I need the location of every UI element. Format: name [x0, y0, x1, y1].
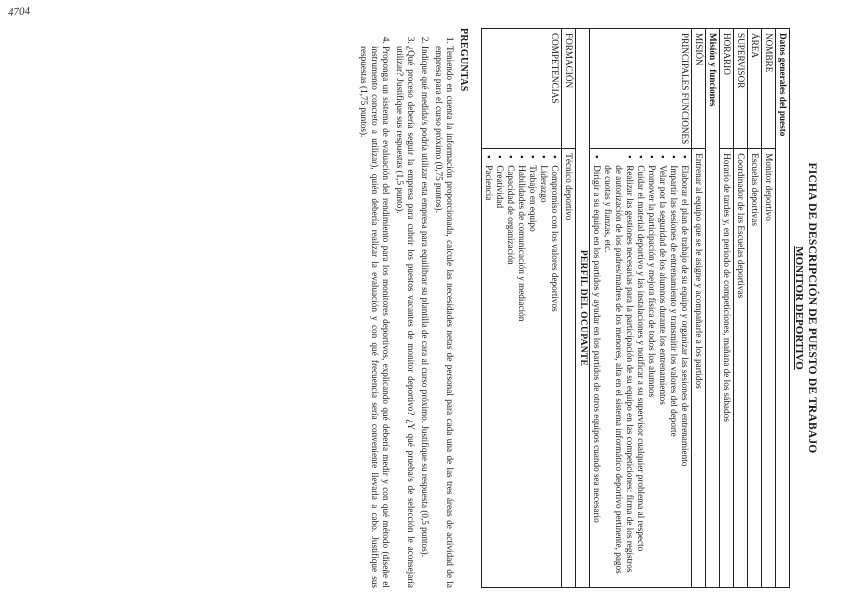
field-label-funciones: PRINCIPALES FUNCIONES	[590, 29, 692, 149]
list-item: ▪ Compromiso con los valores deportivos	[549, 165, 560, 583]
field-label-mision: MISIÓN	[692, 29, 706, 149]
list-item: ▪ Velar por la seguridad de los alumnos durante los entrenamientos	[657, 165, 668, 583]
question-item: 2. Indique qué medida/s podría utilizar esta empresa para equilibrar su plantilla de cara al curso próximo. Justifique su respuesta (0,5 puntos).	[419, 46, 430, 588]
field-label-competencias: COMPETENCIAS	[482, 29, 562, 149]
list-item: ▪ Realizar las gestiones necesarias para la participación de su equipo en las competiciones: firma de los registros de autorización de los padres/madres de los menores, alta en el sistema informático deportivo pertinente, pagos de cuotas y fianzas, etc.	[602, 165, 635, 583]
table-row	[562, 29, 576, 588]
field-value-nombre: Monitor deportivo	[762, 149, 776, 588]
field-label-supervisor: SUPERVISOR	[734, 29, 748, 149]
list-item: ▪ Dirigir a su equipo en los partidos y ayudar en los partidos de otros equipos cuando sea necesario	[591, 165, 602, 583]
questions-list	[358, 28, 455, 588]
field-value-mision: Entrenar al equipo que se le asigne y acompañarle a los partidos	[692, 149, 706, 588]
competencies-list	[483, 153, 560, 583]
table-row	[734, 29, 748, 588]
table-row	[748, 29, 762, 588]
list-item: ▪ Liderazgo	[538, 165, 549, 583]
list-item: ▪ Elaborar el plan de trabajo de su equipo y organizar las sesiones de entrenamiento	[679, 165, 690, 583]
document-content	[355, 28, 818, 588]
question-item: 4. Proponga un sistema de evaluación del rendimiento para los monitores deportivos, explicando qué debería medir y con qué método (diseñe el instrumento concreto a utilizar), quién debería realizar la evaluación y con qué frecuencia sería conveniente llevarla a cabo. Justifique sus respuestas (1,75 puntos).	[358, 46, 391, 588]
table-row	[762, 29, 776, 588]
questions-heading: PREGUNTAS	[458, 28, 469, 92]
section-perfil-ocupante: PERFIL DEL OCUPANTE	[576, 29, 590, 588]
document-subtitle: MONITOR DEPORTIVO	[793, 246, 805, 370]
field-label-horario: HORARIO	[720, 29, 734, 149]
field-label-formacion: FORMACIÓN	[562, 29, 576, 149]
list-item: ▪ Capacidad de organización	[505, 165, 516, 583]
question-item: 3. ¿Qué proceso debería seguir la empresa para cubrir los puestos vacantes de monitor deportivo? ¿Y qué prueba/s de selección le aconsejaría utilizar? Justifique sus respuestas (1,5 punto).	[394, 46, 416, 588]
document-title: FICHA DE DESCRIPCIÓN DE PUESTO DE TRABAJO	[806, 162, 818, 454]
table-row	[590, 29, 692, 588]
list-item: ▪ Trabajo en equipo	[527, 165, 538, 583]
table-row	[692, 29, 706, 588]
section-datos-generales: Datos generales del puesto	[776, 29, 790, 588]
field-value-funciones	[590, 149, 692, 588]
field-value-formacion: Técnico deportivo	[562, 149, 576, 588]
field-value-competencias	[482, 149, 562, 588]
field-value-supervisor: Coordinador de las Escuelas deportivas	[734, 149, 748, 588]
functions-list	[591, 153, 690, 583]
list-item: ▪ Promover la participación y mejora física de todos los alumnos	[646, 165, 657, 583]
list-item: ▪ Impartir las sesiones de entrenamiento y transmitir los valores del deporte	[668, 165, 679, 583]
list-item: ▪ Paciencia	[483, 165, 494, 583]
field-label-nombre: NOMBRE	[762, 29, 776, 149]
list-item: ▪ Cuidar el material deportivo y las instalaciones y notificar a su supervisor cualquier problema al respecto	[635, 165, 646, 583]
handwritten-page-number: 4704	[7, 5, 31, 19]
job-description-table	[481, 28, 790, 588]
field-value-horario: Horario de tardes y, en periodo de competiciones, mañana de los sábados	[720, 149, 734, 588]
field-label-area: ÁREA	[748, 29, 762, 149]
table-row	[720, 29, 734, 588]
list-item: ▪ Creatividad	[494, 165, 505, 583]
field-value-area: Escuelas deportivas	[748, 149, 762, 588]
section-mision-funciones: Misión y funciones	[706, 29, 720, 588]
list-item: ▪ Habilidades de comunicación y mediación	[516, 165, 527, 583]
table-row	[482, 29, 562, 588]
question-item: 1. Teniendo en cuenta la información proporcionada, calcule las necesidades netas de personal para cada una de las tres áreas de actividad de la empresa para el curso próximo (0,75 puntos).	[433, 46, 455, 588]
